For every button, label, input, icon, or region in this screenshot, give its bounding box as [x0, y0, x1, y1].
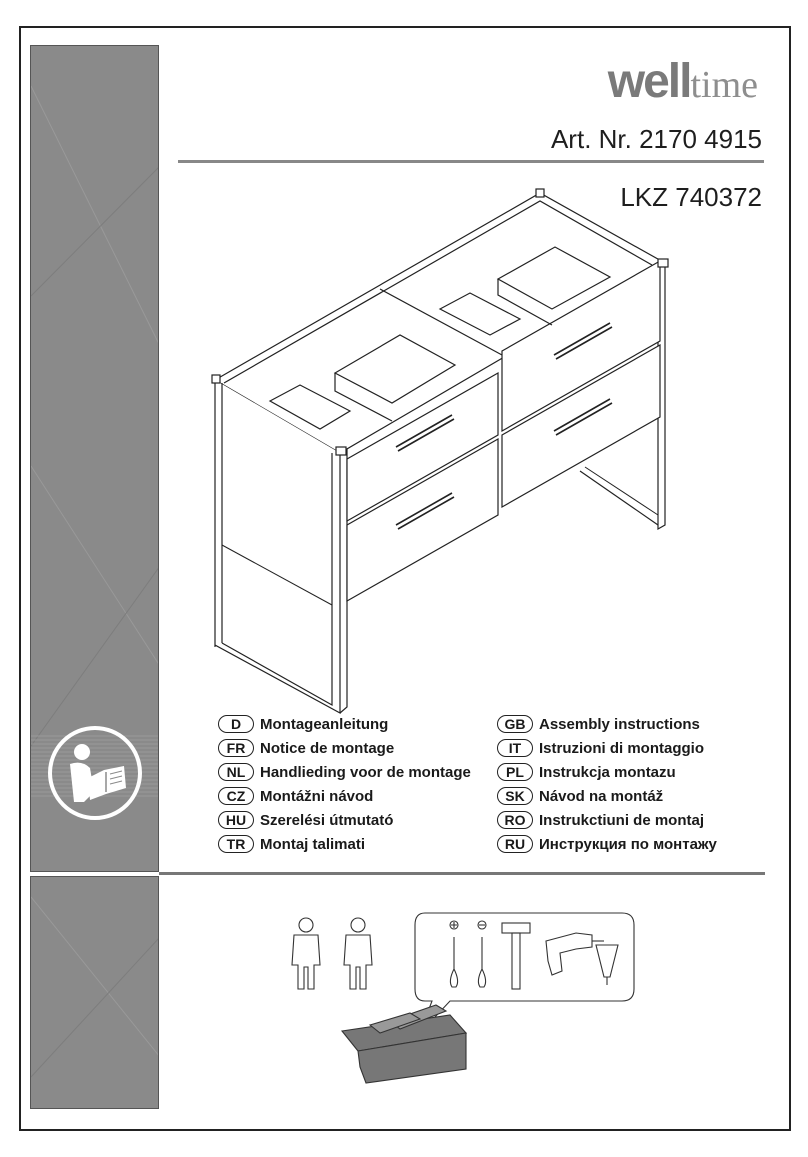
language-code: FR — [218, 739, 254, 757]
toolbox-icon — [342, 1005, 466, 1083]
language-label: Инструкция по монтажу — [539, 835, 717, 853]
language-label: Istruzioni di montaggio — [539, 739, 704, 757]
model-number: LKZ 740372 — [620, 182, 762, 212]
language-label: Instrukctiuni de montaj — [539, 811, 705, 829]
logo-part-time: time — [690, 64, 758, 106]
language-item — [218, 712, 471, 736]
language-code: PL — [497, 763, 533, 781]
language-label: Handlieding voor de montage — [260, 763, 471, 781]
required-tools-illustration — [270, 905, 650, 1090]
language-code: IT — [497, 739, 533, 757]
language-item — [497, 736, 717, 760]
language-item — [497, 832, 717, 856]
language-code: HU — [218, 811, 254, 829]
language-code: RO — [497, 811, 533, 829]
divider-top — [178, 160, 764, 163]
language-item — [497, 784, 717, 808]
cabinet-illustration — [200, 185, 680, 720]
language-label: Instrukcja montazu — [539, 763, 676, 781]
language-item — [218, 832, 471, 856]
language-label: Montaj talimati — [260, 835, 366, 853]
language-label: Montážni návod — [260, 787, 374, 805]
read-manual-icon — [44, 722, 146, 824]
language-item — [497, 760, 717, 784]
language-code: SK — [497, 787, 533, 805]
language-code: CZ — [218, 787, 254, 805]
language-item — [497, 808, 717, 832]
language-list-right — [497, 712, 717, 856]
brand-logo — [608, 54, 758, 109]
language-label: Szerelési útmutató — [260, 811, 394, 829]
language-code: NL — [218, 763, 254, 781]
article-number: Art. Nr. 2170 4915 — [550, 124, 762, 154]
two-persons-icon — [292, 918, 372, 989]
language-item — [218, 760, 471, 784]
language-label: Notice de montage — [260, 739, 395, 757]
language-code: D — [218, 715, 254, 733]
language-code: RU — [497, 835, 533, 853]
language-label: Montageanleitung — [260, 715, 389, 733]
sidebar-decoration-bottom — [30, 876, 159, 1109]
language-code: TR — [218, 835, 254, 853]
language-item — [218, 784, 471, 808]
logo-part-well: well — [607, 55, 691, 108]
language-list-left — [218, 712, 471, 856]
language-item — [497, 712, 717, 736]
divider-bottom — [159, 872, 765, 875]
language-label: Návod na montáž — [539, 787, 664, 805]
language-code: GB — [497, 715, 533, 733]
language-item — [218, 808, 471, 832]
language-label: Assembly instructions — [539, 715, 700, 733]
language-item — [218, 736, 471, 760]
